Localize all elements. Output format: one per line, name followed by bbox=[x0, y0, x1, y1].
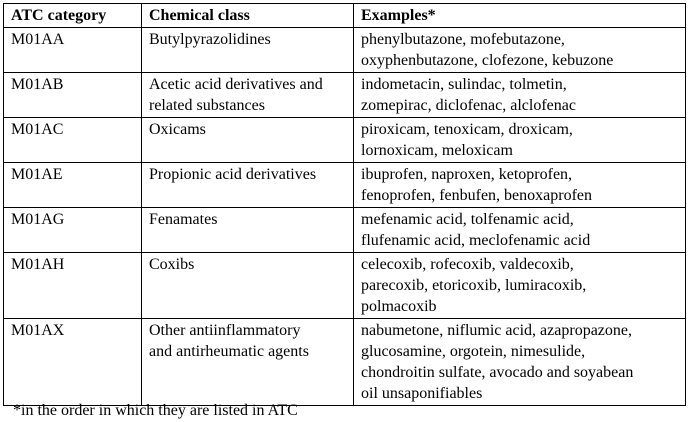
examples-cell bbox=[354, 28, 686, 73]
examples-cell bbox=[354, 253, 686, 319]
chemical-class-cell bbox=[142, 118, 354, 163]
examples-line: oxyphenbutazone, clofezone, kebuzone bbox=[361, 52, 614, 69]
chemical-class-line: Butylpyrazolidines bbox=[149, 31, 271, 48]
examples-line: ibuprofen, naproxen, ketoprofen, bbox=[361, 166, 573, 183]
examples-cell bbox=[354, 319, 686, 406]
examples-line: lornoxicam, meloxicam bbox=[361, 142, 513, 159]
atc-code-cell: M01AB bbox=[4, 73, 142, 118]
examples-line: polmacoxib bbox=[361, 298, 437, 315]
chemical-class-line: Acetic acid derivatives and bbox=[149, 76, 323, 93]
examples-line: indometacin, sulindac, tolmetin, bbox=[361, 76, 567, 93]
chemical-class-line: Oxicams bbox=[149, 121, 206, 138]
atc-code-cell: M01AX bbox=[4, 319, 142, 406]
atc-code-cell: M01AH bbox=[4, 253, 142, 319]
examples-line: mefenamic acid, tolfenamic acid, bbox=[361, 211, 574, 228]
examples-line: zomepirac, diclofenac, alclofenac bbox=[361, 97, 576, 114]
chemical-class-line: and antirheumatic agents bbox=[149, 343, 309, 360]
chemical-class-cell bbox=[142, 253, 354, 319]
chemical-class-cell bbox=[142, 163, 354, 208]
examples-line: chondroitin sulfate, avocado and soyabean bbox=[361, 364, 634, 381]
table-row bbox=[4, 28, 686, 73]
atc-code-cell: M01AA bbox=[4, 28, 142, 73]
table-row bbox=[4, 208, 686, 253]
examples-line: fenoprofen, fenbufen, benoxaprofen bbox=[361, 187, 593, 204]
examples-cell bbox=[354, 163, 686, 208]
chemical-class-cell bbox=[142, 73, 354, 118]
table-row bbox=[4, 319, 686, 406]
examples-cell bbox=[354, 208, 686, 253]
table-row bbox=[4, 73, 686, 118]
table-row bbox=[4, 253, 686, 319]
header-chemical-class: Chemical class bbox=[142, 4, 354, 28]
atc-code-cell: M01AC bbox=[4, 118, 142, 163]
examples-cell bbox=[354, 73, 686, 118]
examples-line: piroxicam, tenoxicam, droxicam, bbox=[361, 121, 573, 138]
chemical-class-line: Propionic acid derivatives bbox=[149, 166, 317, 183]
examples-line: flufenamic acid, meclofenamic acid bbox=[361, 232, 591, 249]
header-atc-category: ATC category bbox=[4, 4, 142, 28]
examples-line: parecoxib, etoricoxib, lumiracoxib, bbox=[361, 277, 587, 294]
chemical-class-cell bbox=[142, 28, 354, 73]
chemical-class-line: Fenamates bbox=[149, 211, 218, 228]
atc-code-cell: M01AE bbox=[4, 163, 142, 208]
table-row bbox=[4, 163, 686, 208]
chemical-class-cell bbox=[142, 208, 354, 253]
chemical-class-line: Coxibs bbox=[149, 256, 195, 273]
examples-line: celecoxib, rofecoxib, valdecoxib, bbox=[361, 256, 574, 273]
examples-line: glucosamine, orgotein, nimesulide, bbox=[361, 343, 586, 360]
examples-line: phenylbutazone, mofebutazone, bbox=[361, 31, 565, 48]
header-examples: Examples* bbox=[354, 4, 686, 28]
examples-line: oil unsaponifiables bbox=[361, 385, 483, 402]
chemical-class-cell bbox=[142, 319, 354, 406]
examples-line: nabumetone, niflumic acid, azapropazone, bbox=[361, 322, 632, 339]
chemical-class-line: related substances bbox=[149, 97, 265, 114]
table-row bbox=[4, 118, 686, 163]
table-footnote: *in the order in which they are listed in ATC bbox=[13, 402, 298, 419]
atc-classification-table bbox=[3, 3, 686, 406]
chemical-class-line: Other antiinflammatory bbox=[149, 322, 301, 339]
examples-cell bbox=[354, 118, 686, 163]
table-header-row bbox=[4, 4, 686, 28]
atc-code-cell: M01AG bbox=[4, 208, 142, 253]
